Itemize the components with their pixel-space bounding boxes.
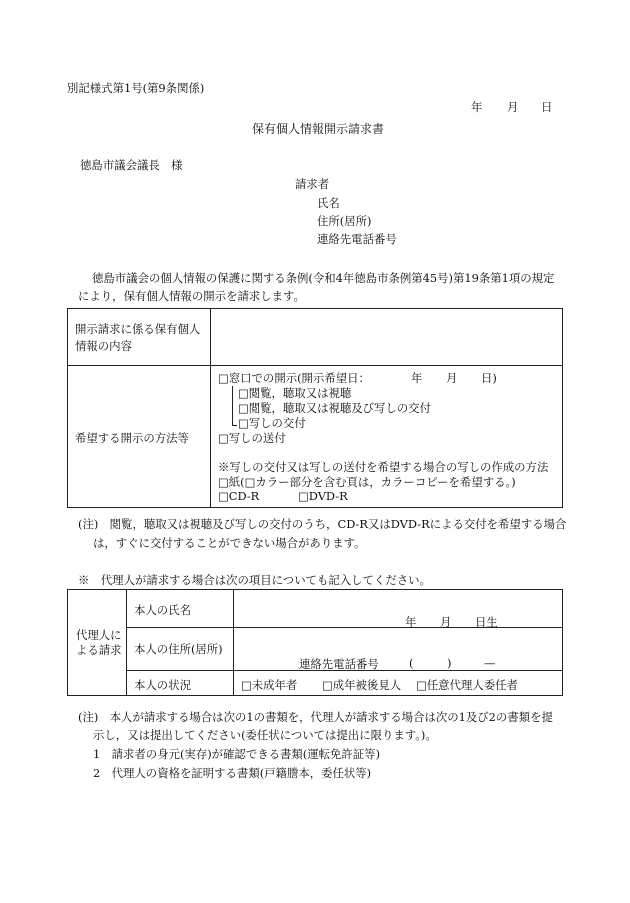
status-voluntary-checkbox[interactable]: □任意代理人委任者 [416,678,518,692]
page-title: 保有個人情報開示請求書 [252,122,385,136]
method-label: 希望する開示の方法等 [75,431,189,445]
birth-day-label: 日生 [475,615,498,629]
requester-name-label: 氏名 [317,196,340,210]
sub-view-copy-checkbox[interactable]: □閲覧，聴取又は視聴及び写しの交付 [238,401,432,415]
birth-year-label: 年 [405,615,417,629]
phone-paren-close: ) [447,656,452,670]
content-label-line-1: 開示請求に係る保有個人 [75,322,201,336]
date-month-label: 月 [507,100,519,114]
addressee: 徳島市議会議長 様 [80,158,183,172]
date-year-label: 年 [471,100,483,114]
dvd-checkbox[interactable]: □DVD-R [298,489,348,503]
requester-phone-label: 連絡先電話番号 [317,232,397,246]
requester-heading: 請求者 [295,177,330,191]
agent-group-label-line-2: よる請求 [76,643,122,657]
disclosure-table-divider [210,308,211,508]
method-month-label: 月 [446,371,458,385]
birth-month-label: 月 [440,615,452,629]
content-label-line-2: 情報の内容 [75,339,132,353]
disclosure-table-row-separator [67,365,563,366]
principal-address-label: 本人の住所(居所) [134,642,223,656]
cd-checkbox[interactable]: □CD-R [218,489,260,503]
sub-option-bracket [232,386,233,426]
note-1-line-2: は，すぐに交付することができない場合があります。 [93,536,366,550]
copy-method-note: ※写しの交付又は写しの送付を希望する場合の写しの作成の方法 [218,460,549,474]
phone-dash: — [484,656,496,670]
note-2-line-2: 示し，又は提出してください(委任状については提出に限ります。)。 [93,728,437,742]
agent-group-label-line-1: 代理人に [76,628,122,642]
phone-paren-open: ( [409,656,414,670]
principal-phone-label: 連絡先電話番号 [299,657,379,671]
note-2-item-1: 1 請求者の身元(実存)が確認できる書類(運転免許証等) [93,747,381,761]
agent-table-group-divider [126,589,127,696]
intro-line-1: 徳島市議会の個人情報の保護に関する条例(令和4年徳島市条例第45号)第19条第1項の規定 [92,271,555,285]
status-minor-checkbox[interactable]: □未成年者 [241,678,298,692]
date-day-label: 日 [541,100,553,114]
sub-view-checkbox[interactable]: □閲覧，聴取又は視聴 [238,386,352,400]
paper-checkbox[interactable]: □紙(□カラー部分を含む頁は，カラーコピーを希望する。) [218,475,516,489]
method-day-label: 日) [481,371,497,385]
method-mail-checkbox[interactable]: □写しの送付 [218,431,286,445]
intro-line-2: により，保有個人情報の開示を請求します。 [78,289,305,303]
status-ward-checkbox[interactable]: □成年被後見人 [322,678,402,692]
note-1-line-1: (注) 閲覧，聴取又は視聴及び写しの交付のうち，CD-R又はDVD-Rによる交付を希望する場合 [78,517,567,531]
form-number: 別記様式第1号(第9条関係) [67,81,205,95]
method-window-checkbox[interactable]: □窓口での開示(開示希望日： [218,371,370,385]
agent-notice: ※ 代理人が請求する場合は次の項目についても記入してください。 [78,573,431,587]
note-2-line-1: (注) 本人が請求する場合は次の1の書類を，代理人が請求する場合は次の1及び2の書類を提 [78,710,553,724]
agent-table-label-divider [233,589,234,696]
principal-name-label: 本人の氏名 [134,603,191,617]
principal-status-label: 本人の状況 [134,678,191,692]
sub-copy-checkbox[interactable]: □写しの交付 [238,416,306,430]
note-2-item-2: 2 代理人の資格を証明する書類(戸籍謄本，委任状等) [93,766,372,780]
requester-address-label: 住所(居所) [317,214,372,228]
method-year-label: 年 [411,371,423,385]
sub-option-bracket-foot [232,425,237,426]
